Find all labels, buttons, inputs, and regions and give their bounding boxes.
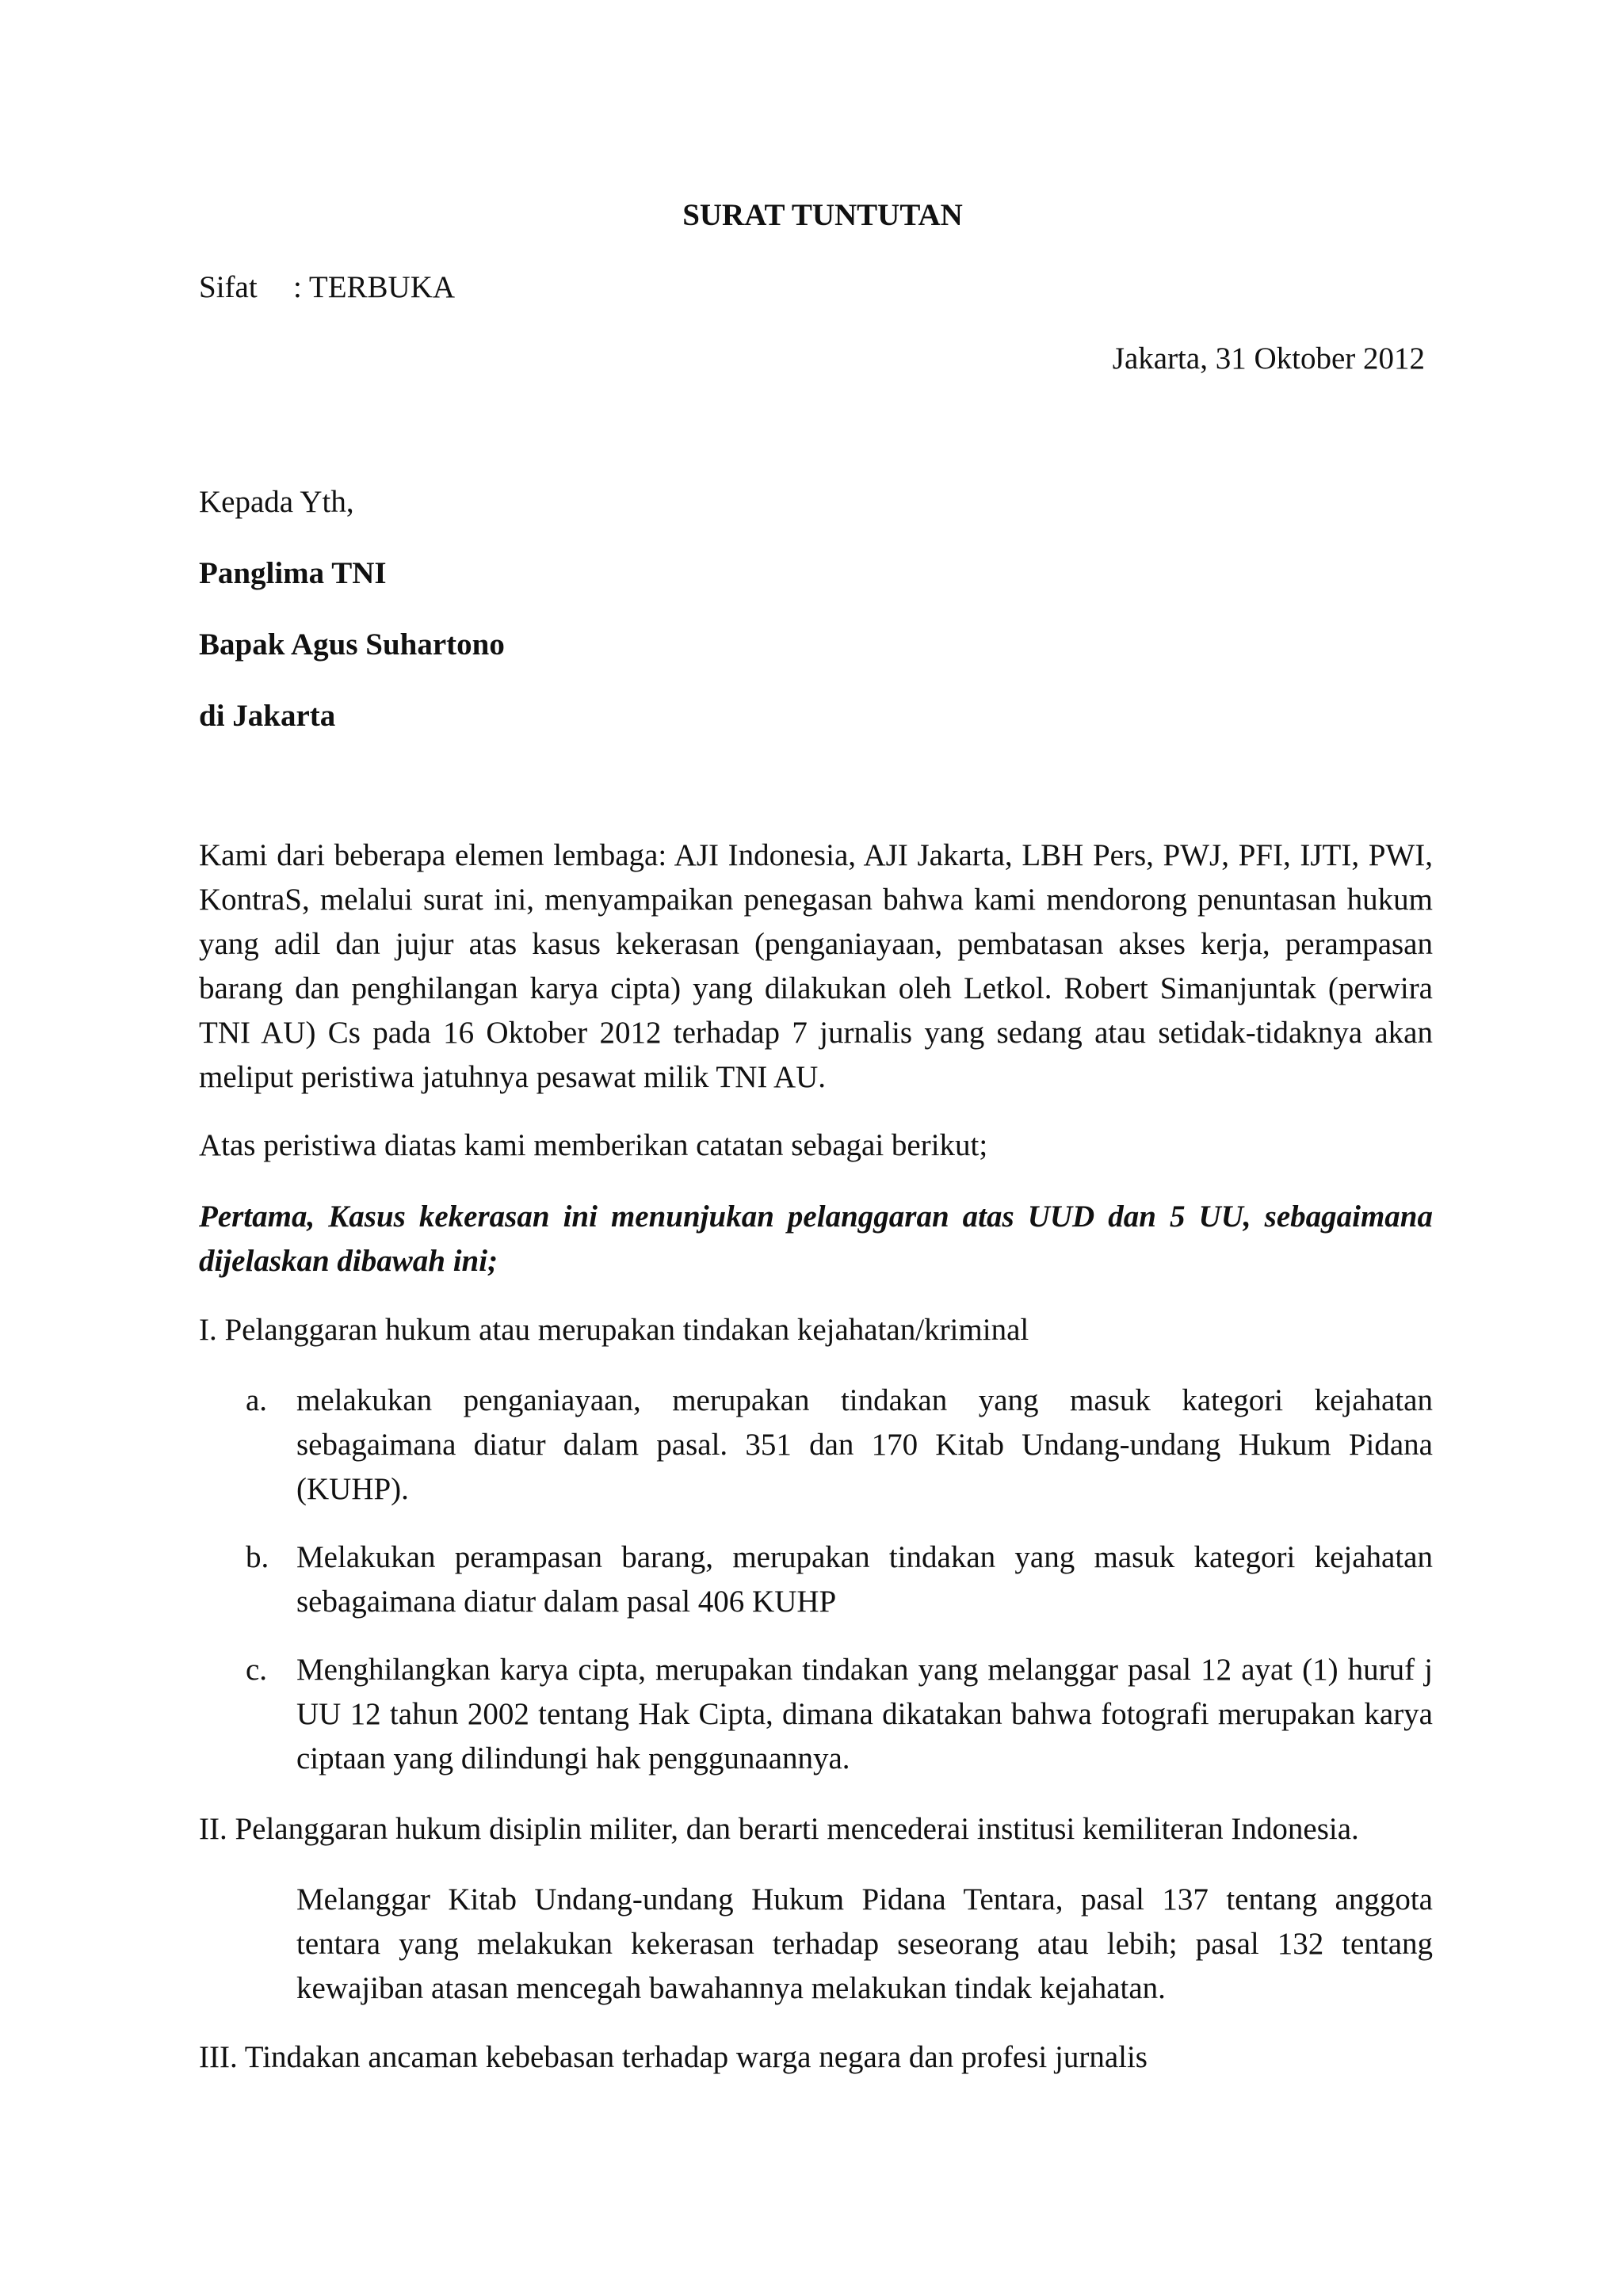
section-2-heading: II. Pelanggaran hukum disiplin militer, dan berarti mencederai institusi kemiliteran Indonesia. — [199, 1812, 1359, 1846]
recipient-line-1: Panglima TNI — [199, 556, 387, 590]
first-point: Pertama, Kasus kekerasan ini menunjukan pelanggaran atas UUD dan 5 UU, sebagaimana dijelaskan dibawah ini; — [199, 1199, 1433, 1278]
list-item-b: Melakukan perampasan barang, merupakan tindakan yang masuk kategori kejahatan sebagaimana diatur dalam pasal 406 KUHP — [296, 1540, 1433, 1619]
letter-date: Jakarta, 31 Oktober 2012 — [1112, 341, 1425, 376]
list-marker-b: b. — [246, 1540, 269, 1574]
intro-paragraph: Kami dari beberapa elemen lembaga: AJI Indonesia, AJI Jakarta, LBH Pers, PWJ, PFI, IJTI, PWI, KontraS, melalui surat ini, menyampaikan penegasan bahwa kami mendorong penuntasan hukum yang adil dan jujur atas kasus kekerasan (penganiayaan, pembatasan akses kerja, perampasan barang dan penghilangan karya cipta) yang dilakukan oleh Letkol. Robert Simanjuntak (perwira TNI AU) Cs pada 16 Oktober 2012 terhadap 7 jurnalis yang sedang atau setidak-tidaknya akan meliput peristiwa jatuhnya pesawat milik TNI AU. — [199, 838, 1433, 1094]
list-marker-a: a. — [246, 1383, 268, 1417]
recipient-line-2: Bapak Agus Suhartono — [199, 627, 505, 662]
list-marker-c: c. — [246, 1653, 268, 1687]
list-item-c: Menghilangkan karya cipta, merupakan tindakan yang melanggar pasal 12 ayat (1) huruf j UU 12 tahun 2002 tentang Hak Cipta, dimana dikatakan bahwa fotografi merupakan karya ciptaan yang dilindungi hak penggunaannya. — [296, 1653, 1433, 1775]
notes-intro: Atas peristiwa diatas kami memberikan catatan sebagai berikut; — [199, 1128, 988, 1162]
salutation: Kepada Yth, — [199, 485, 354, 519]
recipient-line-3: di Jakarta — [199, 699, 336, 733]
letter-title: SURAT TUNTUTAN — [682, 198, 963, 232]
section-3-heading: III. Tindakan ancaman kebebasan terhadap warga negara dan profesi jurnalis — [199, 2040, 1148, 2074]
section-1-heading: I. Pelanggaran hukum atau merupakan tindakan kejahatan/kriminal — [199, 1313, 1029, 1347]
section-2-body: Melanggar Kitab Undang-undang Hukum Pidana Tentara, pasal 137 tentang anggota tentara yang melakukan kekerasan terhadap seseorang atau lebih; pasal 132 tentang kewajiban atasan mencegah bawahannya melakukan tindak kejahatan. — [296, 1882, 1433, 2005]
sifat-label: Sifat — [199, 270, 258, 304]
sifat-value: : TERBUKA — [293, 270, 456, 304]
list-item-a: melakukan penganiayaan, merupakan tindakan yang masuk kategori kejahatan sebagaimana diatur dalam pasal. 351 dan 170 Kitab Undang-undang Hukum Pidana (KUHP). — [296, 1383, 1433, 1506]
